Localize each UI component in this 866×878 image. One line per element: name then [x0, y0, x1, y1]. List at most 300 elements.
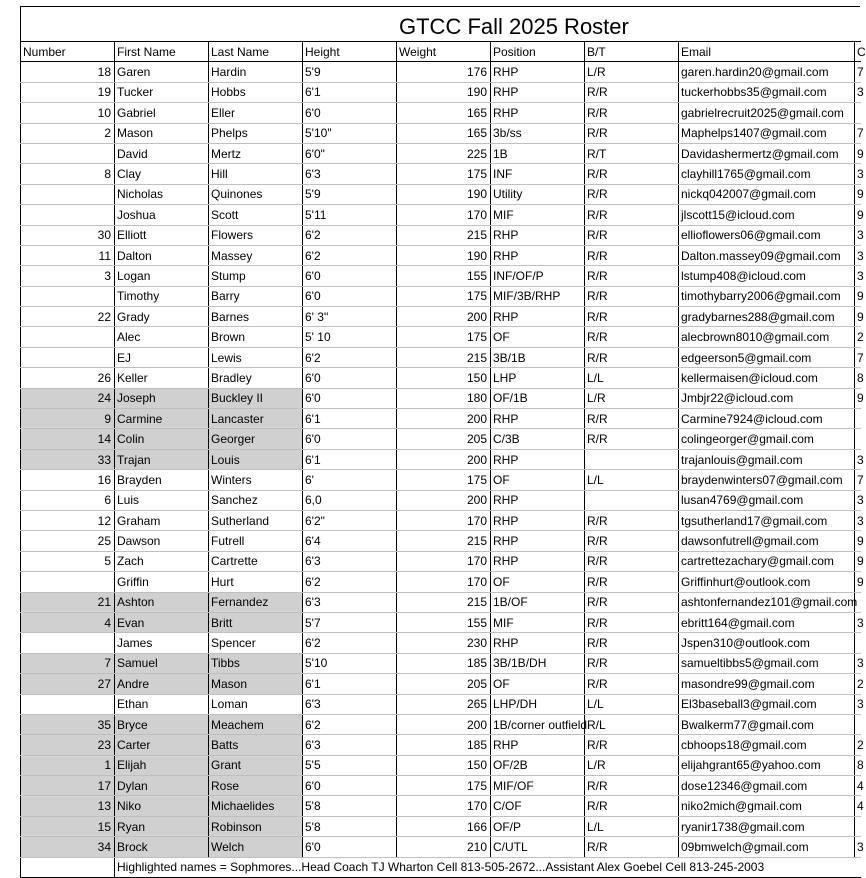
cell-extra: 8 [855, 755, 861, 775]
cell-number: 1 [21, 755, 115, 775]
cell-weight: 200 [397, 307, 491, 327]
cell-bt: R/R [585, 796, 679, 816]
cell-last-name: Sutherland [209, 510, 303, 530]
table-row [21, 409, 861, 429]
cell-position: C/OF [491, 796, 585, 816]
table-row [21, 470, 861, 490]
cell-number: 34 [21, 837, 115, 857]
cell-height: 6'0 [303, 429, 397, 449]
table-row [21, 307, 861, 327]
cell-first-name: Keller [115, 368, 209, 388]
cell-extra: 3 [855, 694, 861, 714]
col-header-first-name: First Name [115, 42, 209, 62]
cell-first-name: Mason [115, 123, 209, 143]
table-row [21, 776, 861, 796]
cell-height: 6'1 [303, 674, 397, 694]
cell-first-name: Gabriel [115, 103, 209, 123]
cell-number [21, 205, 115, 225]
cell-email: cbhoops18@gmail.com [679, 735, 855, 755]
cell-first-name: Graham [115, 510, 209, 530]
cell-first-name: Alec [115, 327, 209, 347]
cell-number: 23 [21, 735, 115, 755]
cell-last-name: Sanchez [209, 490, 303, 510]
cell-number: 25 [21, 531, 115, 551]
cell-height: 6'0 [303, 368, 397, 388]
cell-height: 5'5 [303, 755, 397, 775]
cell-extra: 3 [855, 837, 861, 857]
cell-first-name: Luis [115, 490, 209, 510]
cell-last-name: Hill [209, 164, 303, 184]
cell-number: 22 [21, 307, 115, 327]
cell-number: 18 [21, 62, 115, 82]
roster-sheet [20, 6, 866, 878]
cell-bt: R/R [585, 347, 679, 367]
cell-position: LHP [491, 368, 585, 388]
cell-last-name: Lewis [209, 347, 303, 367]
table-row [21, 225, 861, 245]
cell-extra: 3 [855, 164, 861, 184]
col-header-height: Height [303, 42, 397, 62]
cell-number: 14 [21, 429, 115, 449]
cell-position: LHP/DH [491, 694, 585, 714]
cell-last-name: Scott [209, 205, 303, 225]
roster-table [20, 41, 866, 878]
cell-last-name: Rose [209, 776, 303, 796]
col-header-number: Number [21, 42, 115, 62]
table-row [21, 612, 861, 632]
cell-weight: 170 [397, 510, 491, 530]
cell-weight: 176 [397, 62, 491, 82]
col-header-bt: B/T [585, 42, 679, 62]
cell-email: Bwalkerm77@gmail.com [679, 714, 855, 734]
cell-position: RHP [491, 245, 585, 265]
cell-last-name: Louis [209, 449, 303, 469]
cell-email: braydenwinters07@gmail.com [679, 470, 855, 490]
cell-extra: 7 [855, 470, 861, 490]
cell-number: 12 [21, 510, 115, 530]
cell-position: INF [491, 164, 585, 184]
table-row [21, 123, 861, 143]
cell-last-name: Hobbs [209, 82, 303, 102]
cell-last-name: Grant [209, 755, 303, 775]
cell-bt: L/R [585, 755, 679, 775]
table-row [21, 592, 861, 612]
cell-height: 6'2 [303, 347, 397, 367]
table-row [21, 347, 861, 367]
cell-number: 19 [21, 82, 115, 102]
cell-extra: 2 [855, 735, 861, 755]
cell-extra: 4 [855, 776, 861, 796]
cell-last-name: Loman [209, 694, 303, 714]
cell-bt: R/R [585, 633, 679, 653]
cell-position: 3B/1B/DH [491, 653, 585, 673]
cell-position: OF [491, 327, 585, 347]
cell-position: RHP [491, 409, 585, 429]
cell-bt: R/R [585, 612, 679, 632]
cell-position: 1B/OF [491, 592, 585, 612]
cell-number: 24 [21, 388, 115, 408]
cell-weight: 230 [397, 633, 491, 653]
cell-first-name: Griffin [115, 572, 209, 592]
cell-email: Davidashermertz@gmail.com [679, 143, 855, 163]
cell-number: 30 [21, 225, 115, 245]
cell-weight: 175 [397, 470, 491, 490]
cell-email: ebritt164@gmail.com [679, 612, 855, 632]
cell-height: 5'10 [303, 653, 397, 673]
cell-position: RHP [491, 449, 585, 469]
cell-extra: 9 [855, 205, 861, 225]
cell-extra [855, 816, 861, 836]
cell-first-name: Carter [115, 735, 209, 755]
table-row [21, 205, 861, 225]
cell-bt: R/R [585, 572, 679, 592]
cell-first-name: Brock [115, 837, 209, 857]
cell-number: 35 [21, 714, 115, 734]
cell-extra: 2 [855, 327, 861, 347]
cell-weight: 215 [397, 592, 491, 612]
cell-weight: 215 [397, 225, 491, 245]
cell-position: 1B/corner outfield [491, 714, 585, 734]
cell-bt: R/R [585, 123, 679, 143]
table-row [21, 245, 861, 265]
cell-first-name: Elliott [115, 225, 209, 245]
cell-last-name: Robinson [209, 816, 303, 836]
cell-last-name: Meachem [209, 714, 303, 734]
cell-bt: R/R [585, 245, 679, 265]
cell-position: OF/P [491, 816, 585, 836]
cell-bt: R/R [585, 429, 679, 449]
cell-last-name: Flowers [209, 225, 303, 245]
cell-number: 33 [21, 449, 115, 469]
cell-position: RHP [491, 735, 585, 755]
cell-email: dose12346@gmail.com [679, 776, 855, 796]
cell-bt: R/R [585, 837, 679, 857]
cell-position: INF/OF/P [491, 266, 585, 286]
cell-extra: 9 [855, 307, 861, 327]
cell-height: 5' 10 [303, 327, 397, 347]
cell-email: elijahgrant65@yahoo.com [679, 755, 855, 775]
cell-number [21, 184, 115, 204]
cell-email: nickq042007@gmail.com [679, 184, 855, 204]
cell-first-name: Trajan [115, 449, 209, 469]
cell-weight: 205 [397, 429, 491, 449]
cell-extra: 3 [855, 612, 861, 632]
cell-height: 6'2" [303, 510, 397, 530]
table-row [21, 510, 861, 530]
cell-position: RHP [491, 103, 585, 123]
cell-position: OF [491, 470, 585, 490]
cell-extra: 4 [855, 796, 861, 816]
footnote-spacer [21, 857, 115, 877]
table-row [21, 368, 861, 388]
cell-height: 6'1 [303, 409, 397, 429]
col-header-weight: Weight [397, 42, 491, 62]
table-row [21, 184, 861, 204]
cell-weight: 215 [397, 347, 491, 367]
cell-height: 6'1 [303, 82, 397, 102]
cell-first-name: Andre [115, 674, 209, 694]
cell-first-name: Evan [115, 612, 209, 632]
cell-bt: L/R [585, 62, 679, 82]
cell-email: masondre99@gmail.com [679, 674, 855, 694]
cell-extra: 7 [855, 123, 861, 143]
cell-position: OF/2B [491, 755, 585, 775]
cell-height: 6'0 [303, 103, 397, 123]
cell-last-name: Fernandez [209, 592, 303, 612]
cell-last-name: Michaelides [209, 796, 303, 816]
cell-weight: 185 [397, 735, 491, 755]
cell-number: 2 [21, 123, 115, 143]
cell-position: RHP [491, 225, 585, 245]
cell-weight: 200 [397, 449, 491, 469]
cell-last-name: Brown [209, 327, 303, 347]
cell-extra: 9 [855, 551, 861, 571]
cell-height: 6'3 [303, 592, 397, 612]
cell-first-name: Tucker [115, 82, 209, 102]
table-row [21, 164, 861, 184]
cell-bt: R/R [585, 409, 679, 429]
cell-email: colingeorger@gmail.com [679, 429, 855, 449]
cell-bt [585, 449, 679, 469]
cell-last-name: Futrell [209, 531, 303, 551]
cell-extra: 9 [855, 286, 861, 306]
cell-weight: 190 [397, 245, 491, 265]
cell-height: 6'2 [303, 245, 397, 265]
cell-number: 17 [21, 776, 115, 796]
cell-height: 5'9 [303, 62, 397, 82]
col-header-position: Position [491, 42, 585, 62]
col-header-extra: C [855, 42, 861, 62]
table-row [21, 327, 861, 347]
cell-first-name: Joshua [115, 205, 209, 225]
cell-height: 6' 3" [303, 307, 397, 327]
footnote-text: Highlighted names = Sophmores...Head Coach TJ Wharton Cell 813-505-2672...Assistant Alex Goebel Cell 813-245-2003 [115, 857, 861, 877]
cell-position: RHP [491, 62, 585, 82]
cell-last-name: Bradley [209, 368, 303, 388]
cell-position: MIF/OF [491, 776, 585, 796]
cell-position: OF [491, 572, 585, 592]
table-row [21, 531, 861, 551]
cell-email: Carmine7924@icloud.com [679, 409, 855, 429]
cell-bt: R/R [585, 653, 679, 673]
table-row [21, 449, 861, 469]
cell-last-name: Phelps [209, 123, 303, 143]
cell-bt: R/R [585, 266, 679, 286]
cell-extra [855, 103, 861, 123]
cell-extra [855, 429, 861, 449]
roster-body [21, 62, 864, 857]
cell-height: 6'2 [303, 633, 397, 653]
cell-height: 6,0 [303, 490, 397, 510]
cell-position: MIF [491, 612, 585, 632]
cell-bt: R/R [585, 286, 679, 306]
cell-last-name: Tibbs [209, 653, 303, 673]
cell-bt: R/R [585, 327, 679, 347]
cell-height: 5'11 [303, 205, 397, 225]
table-row [21, 103, 861, 123]
cell-weight: 180 [397, 388, 491, 408]
cell-height: 6'0 [303, 266, 397, 286]
cell-weight: 200 [397, 409, 491, 429]
cell-last-name: Massey [209, 245, 303, 265]
cell-first-name: EJ [115, 347, 209, 367]
cell-weight: 175 [397, 327, 491, 347]
cell-weight: 190 [397, 184, 491, 204]
table-row [21, 82, 861, 102]
cell-extra: 3 [855, 510, 861, 530]
cell-bt: R/R [585, 735, 679, 755]
cell-first-name: Ryan [115, 816, 209, 836]
cell-number [21, 694, 115, 714]
cell-position: RHP [491, 82, 585, 102]
cell-position: MIF [491, 205, 585, 225]
cell-weight: 175 [397, 286, 491, 306]
cell-height: 5'7 [303, 612, 397, 632]
cell-weight: 150 [397, 755, 491, 775]
cell-height: 6' [303, 470, 397, 490]
cell-weight: 185 [397, 653, 491, 673]
cell-weight: 190 [397, 82, 491, 102]
cell-extra: 3 [855, 245, 861, 265]
cell-extra: 2 [855, 674, 861, 694]
table-row [21, 62, 861, 82]
table-row [21, 796, 861, 816]
cell-last-name: Lancaster [209, 409, 303, 429]
cell-height: 6'2 [303, 714, 397, 734]
cell-weight: 200 [397, 490, 491, 510]
cell-email: Jspen310@outlook.com [679, 633, 855, 653]
cell-weight: 150 [397, 368, 491, 388]
cell-height: 6'3 [303, 735, 397, 755]
cell-number: 5 [21, 551, 115, 571]
cell-extra: 3 [855, 225, 861, 245]
table-row [21, 429, 861, 449]
sheet-title: GTCC Fall 2025 Roster [399, 14, 629, 39]
cell-number: 16 [21, 470, 115, 490]
cell-number [21, 286, 115, 306]
cell-position: 3B/1B [491, 347, 585, 367]
cell-last-name: Eller [209, 103, 303, 123]
cell-bt: L/L [585, 368, 679, 388]
cell-number [21, 347, 115, 367]
cell-weight: 225 [397, 143, 491, 163]
cell-bt: R/R [585, 103, 679, 123]
cell-email: 09bmwelch@gmail.com [679, 837, 855, 857]
cell-bt: R/R [585, 164, 679, 184]
table-row [21, 490, 861, 510]
cell-number [21, 143, 115, 163]
table-row [21, 837, 861, 857]
cell-weight: 155 [397, 266, 491, 286]
cell-weight: 165 [397, 123, 491, 143]
cell-last-name: Hardin [209, 62, 303, 82]
cell-first-name: Samuel [115, 653, 209, 673]
cell-height: 6'3 [303, 551, 397, 571]
cell-bt: L/L [585, 816, 679, 836]
cell-weight: 175 [397, 776, 491, 796]
cell-email: Dalton.massey09@gmail.com [679, 245, 855, 265]
cell-bt [585, 490, 679, 510]
cell-extra: 3 [855, 490, 861, 510]
cell-first-name: Ashton [115, 592, 209, 612]
cell-number [21, 572, 115, 592]
cell-height: 6'1 [303, 449, 397, 469]
cell-number: 7 [21, 653, 115, 673]
cell-last-name: Georger [209, 429, 303, 449]
cell-extra: 3 [855, 266, 861, 286]
cell-height: 6'0 [303, 776, 397, 796]
cell-extra [855, 633, 861, 653]
cell-email: lstump408@icloud.com [679, 266, 855, 286]
cell-position: 3b/ss [491, 123, 585, 143]
cell-bt: L/L [585, 694, 679, 714]
table-row [21, 653, 861, 673]
cell-bt: R/R [585, 205, 679, 225]
cell-last-name: Spencer [209, 633, 303, 653]
table-row [21, 143, 861, 163]
cell-position: MIF/3B/RHP [491, 286, 585, 306]
cell-last-name: Winters [209, 470, 303, 490]
cell-bt: R/R [585, 592, 679, 612]
cell-email: trajanlouis@gmail.com [679, 449, 855, 469]
cell-weight: 210 [397, 837, 491, 857]
cell-bt: L/L [585, 470, 679, 490]
cell-extra: 9 [855, 184, 861, 204]
table-row [21, 816, 861, 836]
cell-first-name: Dylan [115, 776, 209, 796]
cell-height: 6'3 [303, 694, 397, 714]
cell-bt: R/R [585, 776, 679, 796]
cell-email: edgeerson5@gmail.com [679, 347, 855, 367]
cell-height: 5'10" [303, 123, 397, 143]
cell-extra: 9 [855, 388, 861, 408]
cell-bt: R/R [585, 551, 679, 571]
cell-email: ashtonfernandez101@gmail.com [679, 592, 855, 612]
cell-email: dawsonfutrell@gmail.com [679, 531, 855, 551]
table-row [21, 755, 861, 775]
cell-bt: L/R [585, 388, 679, 408]
col-header-last-name: Last Name [209, 42, 303, 62]
cell-email: kellermaisen@icloud.com [679, 368, 855, 388]
table-row [21, 388, 861, 408]
cell-position: RHP [491, 633, 585, 653]
cell-weight: 215 [397, 531, 491, 551]
cell-first-name: Garen [115, 62, 209, 82]
table-row [21, 266, 861, 286]
cell-number: 8 [21, 164, 115, 184]
cell-email: Griffinhurt@outlook.com [679, 572, 855, 592]
cell-extra: 7 [855, 62, 861, 82]
cell-height: 6'4 [303, 531, 397, 551]
cell-email: samueltibbs5@gmail.com [679, 653, 855, 673]
cell-last-name: Buckley II [209, 388, 303, 408]
cell-first-name: Carmine [115, 409, 209, 429]
cell-height: 6'2 [303, 225, 397, 245]
cell-extra: 3 [855, 653, 861, 673]
cell-height: 6'0 [303, 837, 397, 857]
cell-first-name: James [115, 633, 209, 653]
cell-weight: 175 [397, 164, 491, 184]
cell-position: RHP [491, 531, 585, 551]
cell-extra: 9 [855, 143, 861, 163]
table-row [21, 633, 861, 653]
cell-height: 6'0" [303, 143, 397, 163]
cell-number: 15 [21, 816, 115, 836]
cell-weight: 265 [397, 694, 491, 714]
cell-position: 1B [491, 143, 585, 163]
cell-height: 5'8 [303, 816, 397, 836]
cell-first-name: Niko [115, 796, 209, 816]
